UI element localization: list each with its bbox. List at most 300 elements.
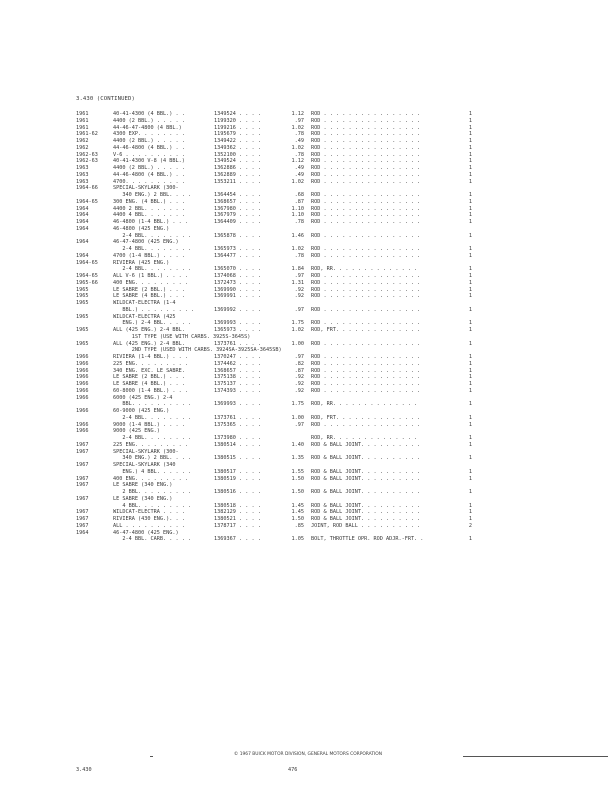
row-year: 1967 [76,441,89,448]
row-description: LE SABRE (2 BBL.) . . . [113,286,185,293]
row-quantity: 1 [468,509,472,516]
parts-row [0,226,612,233]
row-part-number: 1369991 . . . . [214,293,261,300]
row-length: 1.10 [291,205,304,212]
parts-row [0,111,612,118]
row-length: 1.50 [291,489,304,495]
row-part-number: 1368657 . . . . [214,367,261,374]
row-year: 1965 [76,286,89,293]
row-year: 1965 [76,327,89,333]
row-year: 1964-66 [76,185,98,192]
row-part-name: ROD . . . . . . . . . . . . . . . . [311,354,421,360]
row-length: .85 [294,522,304,529]
row-part-number: 1375365 . . . . [214,421,261,428]
row-year: 1963 [76,165,89,171]
row-part-name: ROD, FRT. . . . . . . . . . . . . . [311,327,421,333]
parts-row [0,496,612,503]
row-part-number: 1364477 . . . . [214,252,261,259]
row-part-name: ROD, FRT. . . . . . . . . . . . . . [311,414,421,421]
row-quantity: 1 [468,212,472,219]
row-part-number: 1373980 . . . . [214,435,261,441]
parts-row [0,219,612,226]
row-length: 1.45 [291,509,304,516]
row-year: 1966 [76,421,89,428]
row-quantity: 1 [468,516,472,522]
parts-row [0,293,612,300]
row-length: .82 [294,360,304,367]
row-description: 340 ENG.) 2 BBL. . . . [113,455,192,462]
row-year: 1967 [76,495,89,502]
footer-section-number: 3.430 [76,767,92,773]
row-part-number: 1382129 . . . . [214,509,261,516]
parts-row [0,408,612,415]
row-description: 4300 EXP. . . . . . . . [113,131,185,138]
row-length: .78 [294,151,304,158]
row-length: .92 [294,293,304,300]
row-year: 1966 [76,394,89,401]
row-part-name: ROD . . . . . . . . . . . . . . . . [311,246,421,252]
parts-row [0,374,612,381]
row-part-number: 1349524 . . . . [214,111,261,117]
row-description: LE SABRE (4 BBL.) . . . [113,293,185,300]
row-description: 2-4 BBL. . . . . . . . [113,232,192,239]
row-part-name: JOINT, ROD BALL . . . . . . . . . . [311,522,421,529]
parts-row [0,347,612,354]
row-part-number: 1365070 . . . . [214,266,261,273]
row-part-number: 1195679 . . . . [214,131,261,138]
row-part-name: ROD & BALL JOINT. . . . . . . . . . [311,502,421,509]
row-description: 2-4 BBL. . . . . . . . [113,246,192,252]
row-description: 340 ENG. EXC. LE SABRE. [113,367,185,374]
row-part-name: ROD . . . . . . . . . . . . . . . . [311,178,421,185]
parts-row [0,260,612,267]
row-description: ALL . . . . . . . . . . [113,522,185,529]
row-description: 60-8000 (1-4 BBL.) . . . [113,387,188,394]
parts-row [0,300,612,307]
row-description: 2 BBL. . . . . . . . . [113,489,192,495]
parts-row [0,185,612,192]
parts-row [0,415,612,422]
row-length: 1.10 [291,212,304,219]
parts-row [0,125,612,132]
parts-row [0,199,612,206]
row-quantity: 1 [468,536,472,543]
row-length: .78 [294,219,304,225]
row-part-name: ROD & BALL JOINT. . . . . . . . . . [311,441,421,448]
row-length: .97 [294,354,304,360]
row-quantity: 1 [468,124,472,131]
row-part-number: 1374393 . . . . [214,387,261,394]
row-part-name: ROD . . . . . . . . . . . . . . . . [311,171,421,178]
row-length: 1.02 [291,144,304,151]
parts-row [0,442,612,449]
row-part-number: 1380515 . . . . [214,455,261,462]
row-description: 44-46-4800 (4 BBL.) . . [113,171,185,178]
row-part-name: ROD . . . . . . . . . . . . . . . . [311,286,421,293]
parts-row [0,482,612,489]
row-year: 1965-66 [76,279,98,286]
parts-row [0,368,612,375]
row-quantity: 1 [468,192,472,198]
parts-row [0,361,612,368]
row-quantity: 1 [468,441,472,448]
row-year: 1964 [76,205,89,212]
row-part-number: 1362889 . . . . [214,171,261,178]
row-description: 4400 (2 BBL.) . . . . . [113,138,185,144]
parts-row [0,307,612,314]
row-length: 1.46 [291,232,304,239]
row-part-number: 1373761 . . . . [214,414,261,421]
row-part-name: ROD . . . . . . . . . . . . . . . . [311,306,421,313]
row-description: 4400 4 BBL. . . . . . . [113,212,185,219]
row-description: 225 ENG. . . . . . . . . [113,441,188,448]
row-quantity: 1 [468,273,472,279]
row-description: 300 ENG. (4 BBL.) . . . [113,198,185,205]
row-quantity: 1 [468,117,472,124]
row-part-number: 1369993 . . . . [214,401,261,408]
row-part-number: 1380518 . . . . [214,502,261,509]
row-part-name: ROD . . . . . . . . . . . . . . . . [311,360,421,367]
row-description: 40-41-4300 V-8 (4 BBL.) [113,158,185,165]
parts-row [0,152,612,159]
row-length: .92 [294,374,304,381]
row-part-name: ROD & BALL JOINT. . . . . . . . . . [311,489,421,495]
row-quantity: 1 [468,131,472,138]
row-length: .68 [294,192,304,198]
row-quantity: 1 [468,475,472,482]
row-quantity: 1 [468,252,472,259]
parts-row [0,206,612,213]
parts-row [0,280,612,287]
row-part-name: ROD & BALL JOINT. . . . . . . . . . [311,468,421,475]
row-part-number: 1372473 . . . . [214,279,261,286]
row-description: 225 ENG. . . . . . . . . [113,360,188,367]
row-description: 9000 (1-4 BBL.) . . . . [113,421,185,428]
row-description: 340 ENG.) 2 BBL. . . . [113,192,192,198]
row-length: 1.84 [291,266,304,273]
parts-row [0,530,612,537]
row-part-name: ROD, RR. . . . . . . . . . . . . . [311,435,418,441]
row-part-number: 1380514 . . . . [214,441,261,448]
row-description: SPECIAL-SKYLARK (300- [113,185,179,192]
row-description: RIVIERA (430 ENG.). . . [113,516,185,522]
row-year: 1966 [76,367,89,374]
row-year: 1962 [76,138,89,144]
row-quantity: 1 [468,151,472,158]
row-description: 46-47-4800 (425 ENG.) [113,529,179,536]
row-quantity: 1 [468,293,472,300]
parts-row [0,449,612,456]
parts-row [0,239,612,246]
row-quantity: 1 [468,286,472,293]
parts-row [0,509,612,516]
row-description: RIVIERA (1-4 BBL.) . . . [113,354,188,360]
row-quantity: 1 [468,246,472,252]
row-description: WILDCAT-ELECTRA (425 [113,313,176,320]
row-year: 1966 [76,381,89,387]
parts-row [0,341,612,348]
row-year: 1961 [76,111,89,117]
row-quantity: 1 [468,266,472,273]
row-part-name: ROD . . . . . . . . . . . . . . . . [311,131,421,138]
row-part-number: 1349524 . . . . [214,158,261,165]
row-part-name: ROD . . . . . . . . . . . . . . . . [311,387,421,394]
row-length: .78 [294,131,304,138]
row-part-name: ROD . . . . . . . . . . . . . . . . [311,138,421,144]
row-description: BBL.) . . . . . . . . . [113,306,195,313]
row-description: 4700. . . . . . . . . . [113,178,185,185]
parts-row [0,462,612,469]
row-year: 1964-65 [76,259,98,266]
footer-page-number: 476 [288,767,298,773]
row-year: 1964 [76,239,89,246]
row-quantity: 1 [468,327,472,333]
row-part-name: ROD . . . . . . . . . . . . . . . . [311,340,421,347]
row-description: 4400 (2 BBL.) . . . . . [113,117,185,124]
row-part-number: 1370247 . . . . [214,354,261,360]
row-length: .49 [294,165,304,171]
parts-row [0,354,612,361]
row-length: .97 [294,273,304,279]
row-year: 1966 [76,387,89,394]
row-description: 46-4800 (1-4 BBL.) . . . [113,219,188,225]
parts-row [0,158,612,165]
row-part-number: 1365878 . . . . [214,232,261,239]
row-part-number: 1375137 . . . . [214,381,261,387]
row-length: 1.75 [291,320,304,327]
row-part-number: 1369367 . . . . [214,536,261,543]
parts-row [0,118,612,125]
row-quantity: 1 [468,387,472,394]
row-description: ALL (425 ENG.) 2-4 BBL. [113,340,185,347]
row-description: 46-47-4800 (425 ENG.) [113,239,179,246]
row-year: 1963 [76,171,89,178]
parts-row [0,131,612,138]
row-part-name: ROD . . . . . . . . . . . . . . . . [311,421,421,428]
row-length: 1.50 [291,475,304,482]
parts-row [0,179,612,186]
parts-row [0,253,612,260]
row-length: .92 [294,286,304,293]
row-part-name: ROD & BALL JOINT. . . . . . . . . . [311,516,421,522]
row-year: 1965 [76,300,89,306]
row-description: 400 ENG. . . . . . . . . [113,475,188,482]
row-description: LE SABRE (340 ENG.) [113,482,173,489]
row-length: 1.40 [291,441,304,448]
row-quantity: 1 [468,360,472,367]
row-description: ALL (425 ENG.) 2-4 BBL. [113,327,185,333]
row-part-number: 1367980 . . . . [214,205,261,212]
row-part-name: ROD, RR. . . . . . . . . . . . . . [311,266,418,273]
parts-row [0,138,612,145]
row-length: .87 [294,198,304,205]
parts-row [0,287,612,294]
parts-row [0,516,612,523]
row-year: 1966 [76,428,89,435]
row-year: 1961 [76,117,89,124]
row-quantity: 1 [468,381,472,387]
parts-row [0,246,612,253]
row-year: 1965 [76,340,89,347]
row-length: .78 [294,252,304,259]
row-description: 2-4 BBL. CARB. . . . . [113,536,192,543]
row-year: 1967 [76,448,89,455]
row-part-name: ROD & BALL JOINT. . . . . . . . . . [311,509,421,516]
parts-row [0,172,612,179]
parts-row [0,422,612,429]
row-part-number: 1365973 . . . . [214,327,261,333]
row-part-number: 1349422 . . . . [214,138,261,144]
row-description: 4700 (1-4 BBL.) . . . . [113,252,185,259]
parts-row [0,192,612,199]
row-part-number: 1352100 . . . . [214,151,261,158]
row-quantity: 1 [468,138,472,144]
row-description: 400 ENG. . . . . . . . . [113,279,188,286]
parts-row [0,233,612,240]
row-description: LE SABRE (4 BBL.) . . . [113,381,185,387]
row-part-number: 1362886 . . . . [214,165,261,171]
row-description: 4400 2 BBL. . . . . . . [113,205,185,212]
parts-row [0,469,612,476]
row-year: 1966 [76,360,89,367]
row-description: 4400 (2 BBL.) . . . . . [113,165,185,171]
row-description: SPECIAL-SKYLARK (300- [113,448,179,455]
row-quantity: 1 [468,354,472,360]
row-description: V-6 . . . . . . . . . . [113,151,185,158]
row-description: 6000 (425 ENG.) 2-4 [113,394,173,401]
row-part-number: 1364454 . . . . [214,192,261,198]
row-part-number: 1349362 . . . . [214,144,261,151]
row-description: 40-41-4300 (4 BBL.) . . [113,111,185,117]
parts-row [0,395,612,402]
row-part-name: ROD . . . . . . . . . . . . . . . . [311,205,421,212]
row-quantity: 1 [468,111,472,117]
row-quantity: 1 [468,306,472,313]
row-part-number: 1378717 . . . . [214,522,261,529]
row-year: 1961-62 [76,131,98,138]
row-year: 1964-65 [76,273,98,279]
row-quantity: 1 [468,178,472,185]
row-length: 1.12 [291,111,304,117]
row-quantity: 1 [468,232,472,239]
row-length: 1.55 [291,468,304,475]
parts-row [0,428,612,435]
row-description: 60-9000 (425 ENG.) [113,408,170,414]
row-length: .97 [294,421,304,428]
row-quantity: 1 [468,144,472,151]
row-description: SPECIAL-SKYLARK (340 [113,462,176,468]
row-year: 1961 [76,124,89,131]
row-part-name: ROD, RR. . . . . . . . . . . . . . [311,401,418,408]
row-part-name: ROD . . . . . . . . . . . . . . . . [311,151,421,158]
row-length: 1.45 [291,502,304,509]
row-part-number: 1380517 . . . . [214,468,261,475]
row-quantity: 1 [468,367,472,374]
row-year: 1967 [76,509,89,516]
row-length: 1.05 [291,536,304,543]
parts-row [0,212,612,219]
row-quantity: 1 [468,374,472,381]
row-length: 1.35 [291,455,304,462]
row-description: 2-4 BBL. . . . . . . . [113,435,192,441]
row-part-number: 1199216 . . . . [214,124,261,131]
footer-copyright: © 1967 BUICK MOTOR DIVISION, GENERAL MOTORS CORPORATION [153,752,463,757]
row-description: ENG.) 4 BBL. . . . . . [113,468,192,475]
parts-row [0,327,612,334]
parts-row [0,435,612,442]
row-part-name: ROD . . . . . . . . . . . . . . . . [311,232,421,239]
parts-row [0,314,612,321]
parts-row [0,320,612,327]
row-part-name: ROD . . . . . . . . . . . . . . . . [311,320,421,327]
row-part-number: 1380521 . . . . [214,516,261,522]
row-part-number: 1369990 . . . . [214,286,261,293]
row-length: 1.00 [291,414,304,421]
section-title: 3.430 (CONTINUED) [76,96,135,102]
row-description: 2-4 BBL. . . . . . . . [113,266,192,273]
row-length: 1.02 [291,124,304,131]
parts-row [0,388,612,395]
row-part-name: ROD . . . . . . . . . . . . . . . . [311,165,421,171]
row-length: 1.31 [291,279,304,286]
row-part-number: 1374068 . . . . [214,273,261,279]
row-quantity: 1 [468,320,472,327]
row-quantity: 1 [468,455,472,462]
row-part-number: 1353211 . . . . [214,178,261,185]
row-year: 1967 [76,462,89,468]
row-part-number: 1369992 . . . . [214,306,261,313]
row-quantity: 1 [468,198,472,205]
row-part-name: ROD . . . . . . . . . . . . . . . . [311,367,421,374]
row-description: 9000 (425 ENG.) [113,428,160,435]
row-description: RIVIERA (425 ENG.) [113,259,170,266]
parts-row [0,536,612,543]
row-year: 1965 [76,313,89,320]
parts-row [0,476,612,483]
row-length: .49 [294,138,304,144]
row-length: 1.02 [291,327,304,333]
row-part-name: ROD . . . . . . . . . . . . . . . . [311,293,421,300]
row-year: 1964 [76,252,89,259]
row-year: 1962-63 [76,151,98,158]
row-part-name: ROD . . . . . . . . . . . . . . . . [311,374,421,381]
row-part-number: 1380519 . . . . [214,475,261,482]
row-quantity: 1 [468,414,472,421]
row-length: .97 [294,306,304,313]
row-part-number: 1368657 . . . . [214,198,261,205]
row-length: 1.02 [291,246,304,252]
row-part-name: ROD & BALL JOINT. . . . . . . . . . [311,455,421,462]
row-description: 2ND TYPE (USED WITH CARBS. 3924SA-3925SA-3645SB) [113,347,282,354]
row-year: 1967 [76,516,89,522]
parts-row [0,381,612,388]
parts-row [0,503,612,510]
row-length: 1.02 [291,178,304,185]
row-part-number: 1364409 . . . . [214,219,261,225]
row-part-name: ROD . . . . . . . . . . . . . . . . [311,124,421,131]
row-quantity: 1 [468,205,472,212]
row-part-name: ROD & BALL JOINT. . . . . . . . . . [311,475,421,482]
row-part-name: ROD . . . . . . . . . . . . . . . . [311,117,421,124]
parts-row [0,145,612,152]
row-part-name: ROD . . . . . . . . . . . . . . . . [311,252,421,259]
row-length: .97 [294,117,304,124]
row-quantity: 2 [468,522,472,529]
row-quantity: 1 [468,158,472,165]
row-year: 1966 [76,354,89,360]
row-part-name: ROD . . . . . . . . . . . . . . . . [311,192,421,198]
row-description: 44-46-4800 (4 BBL.) . . [113,144,185,151]
